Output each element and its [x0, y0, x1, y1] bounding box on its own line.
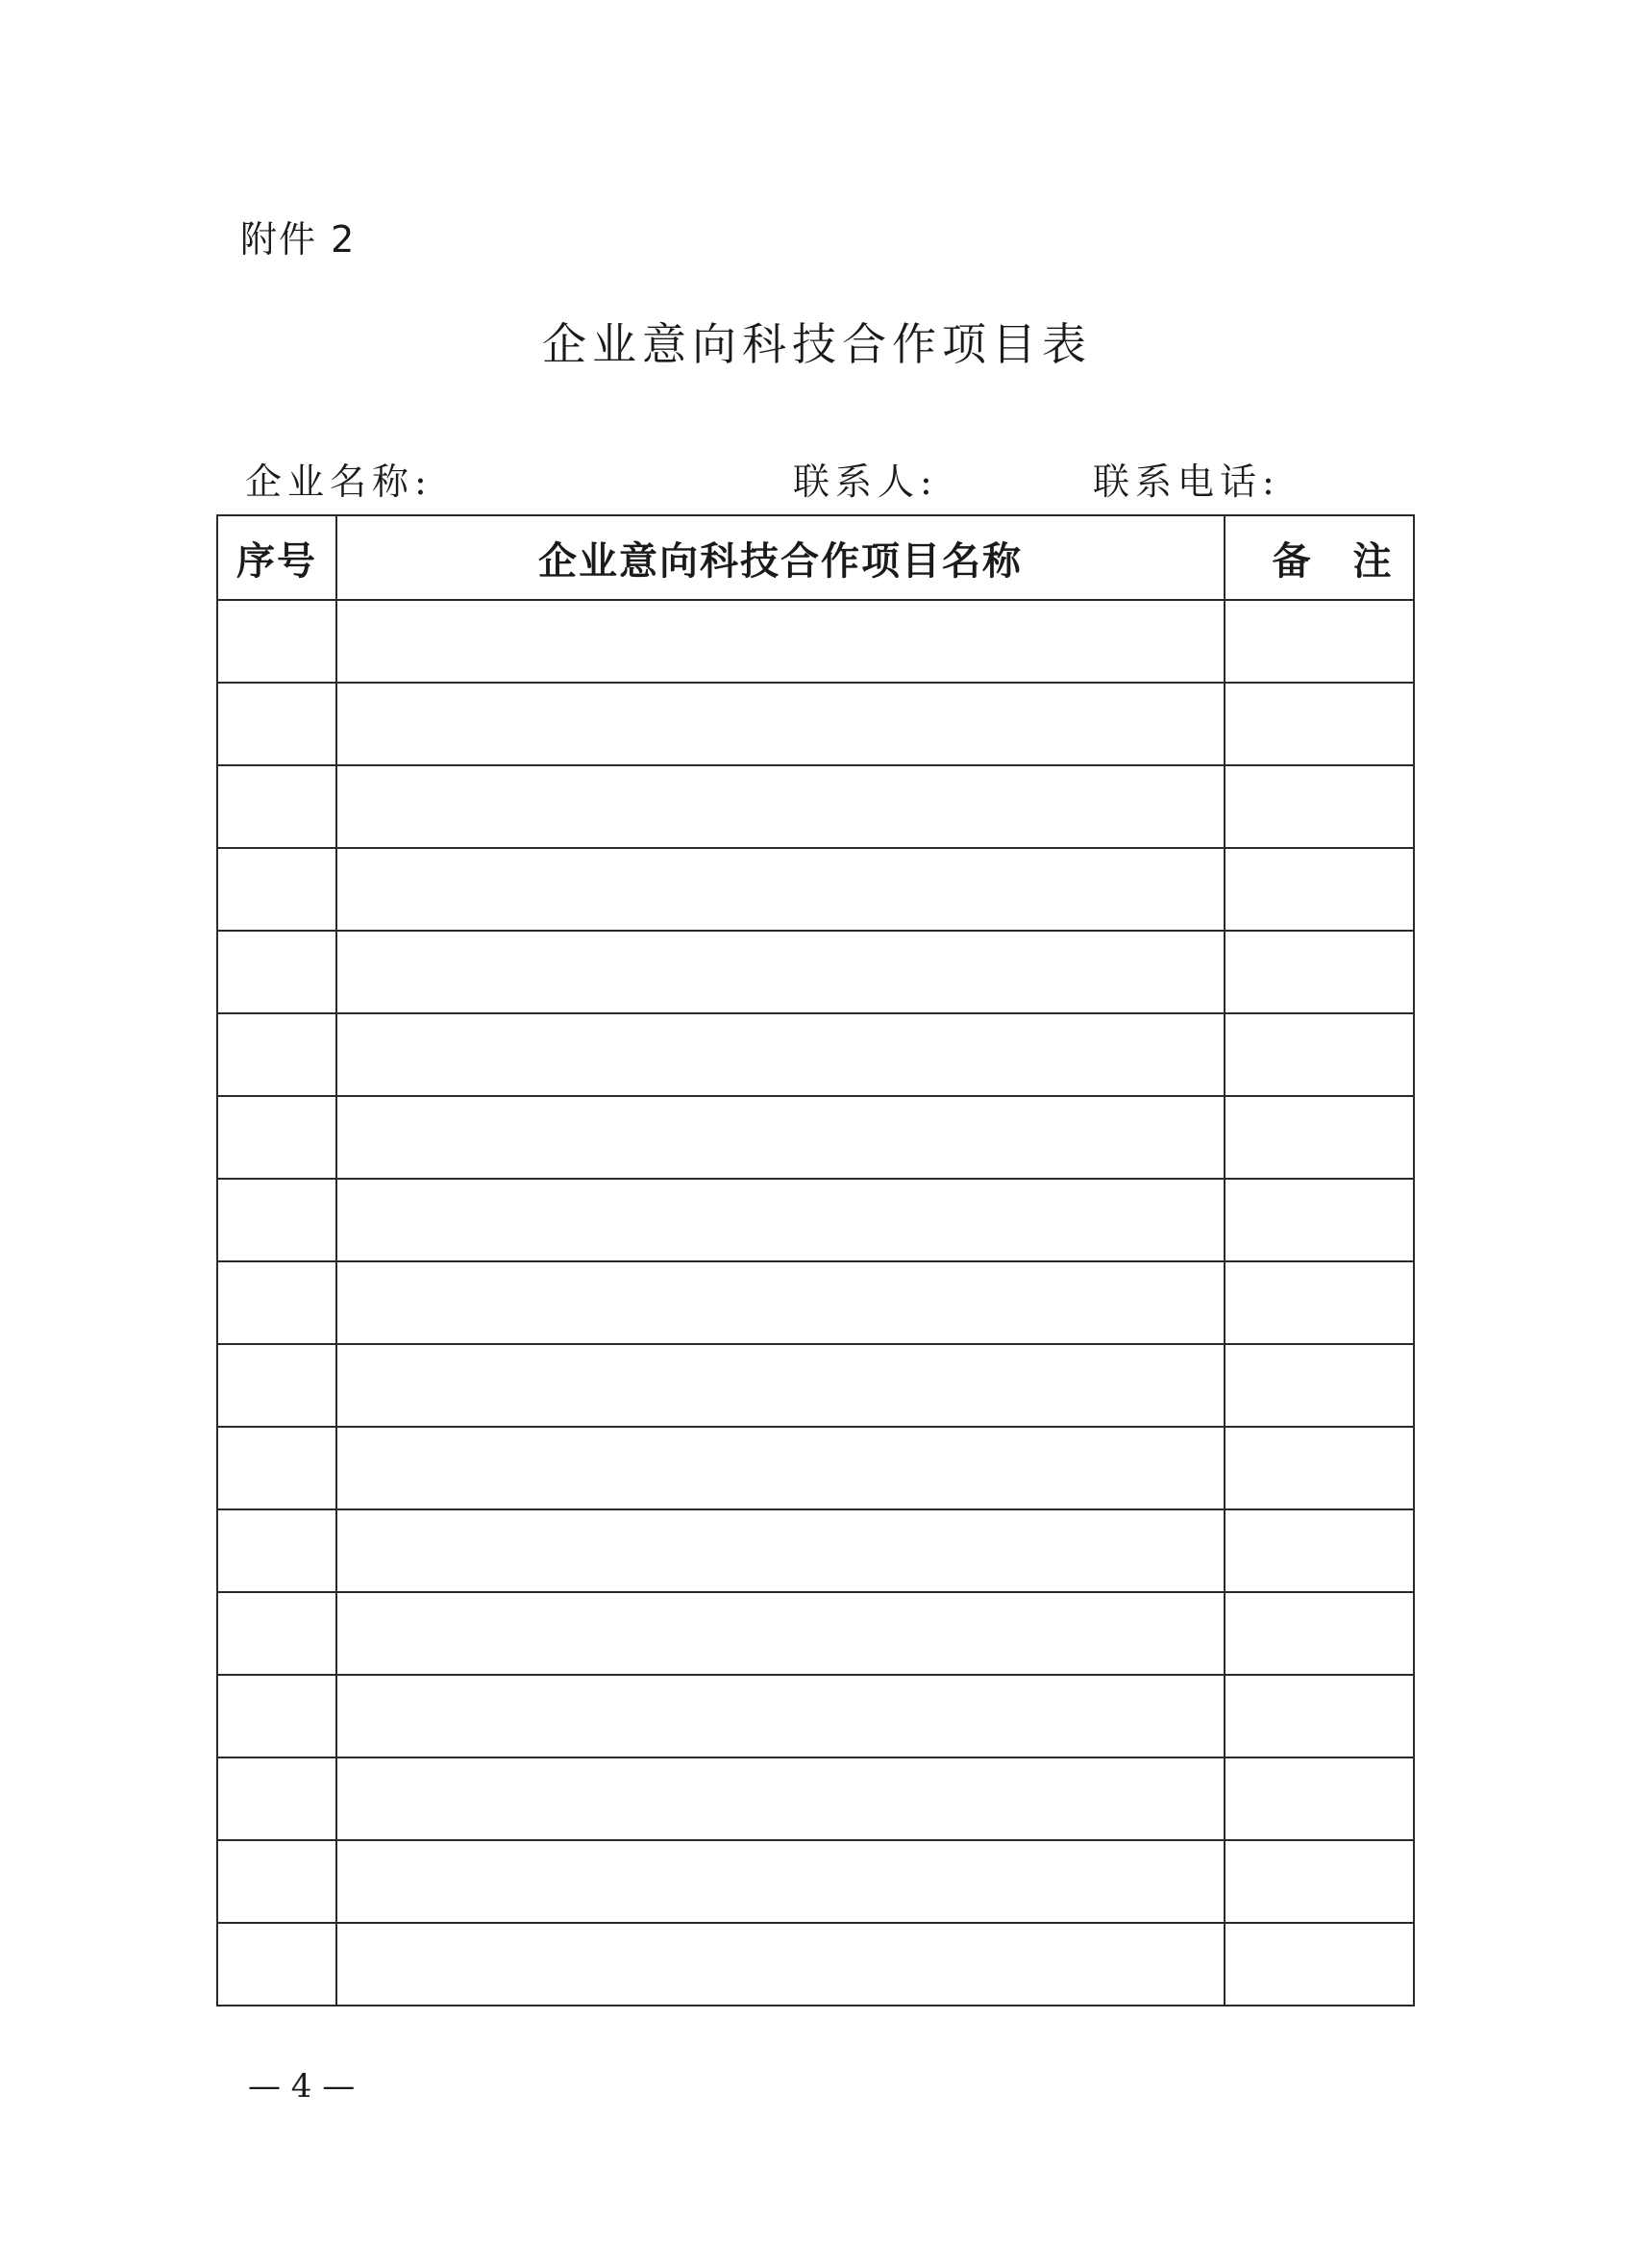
table-row: [217, 1096, 1414, 1179]
cell-seq[interactable]: [217, 1179, 336, 1261]
cell-note[interactable]: [1225, 1675, 1414, 1757]
cell-project-name[interactable]: [336, 1675, 1225, 1757]
table-row: [217, 1344, 1414, 1427]
info-row: [0, 452, 1634, 503]
cell-project-name[interactable]: [336, 1096, 1225, 1179]
cell-seq[interactable]: [217, 1840, 336, 1923]
cell-seq[interactable]: [217, 1261, 336, 1344]
table-row: [217, 1179, 1414, 1261]
table-row: [217, 1923, 1414, 2006]
cell-project-name[interactable]: [336, 1344, 1225, 1427]
cell-note[interactable]: [1225, 600, 1414, 683]
table-row: [217, 931, 1414, 1013]
contact-person-label: 联系人:: [793, 461, 938, 503]
cell-note[interactable]: [1225, 1013, 1414, 1096]
table-row: [217, 600, 1414, 683]
header-project-name: 企业意向科技合作项目名称: [336, 515, 1225, 600]
cell-seq[interactable]: [217, 931, 336, 1013]
cell-note[interactable]: [1225, 1261, 1414, 1344]
cell-seq[interactable]: [217, 1013, 336, 1096]
page-number: — 4 —: [248, 2067, 356, 2106]
company-name-label: 企业名称:: [245, 461, 433, 503]
cell-project-name[interactable]: [336, 1179, 1225, 1261]
cell-note[interactable]: [1225, 1592, 1414, 1675]
table-header-row: [217, 515, 1414, 600]
table-row: [217, 1675, 1414, 1757]
cell-note[interactable]: [1225, 1427, 1414, 1509]
cell-seq[interactable]: [217, 1427, 336, 1509]
cell-seq[interactable]: [217, 1509, 336, 1592]
cell-note[interactable]: [1225, 1923, 1414, 2006]
cell-project-name[interactable]: [336, 683, 1225, 765]
table-body: [217, 600, 1414, 2006]
cell-seq[interactable]: [217, 1344, 336, 1427]
cell-note[interactable]: [1225, 1840, 1414, 1923]
cell-project-name[interactable]: [336, 1757, 1225, 1840]
table-row: [217, 683, 1414, 765]
table-row: [217, 1013, 1414, 1096]
cell-seq[interactable]: [217, 848, 336, 931]
cell-note[interactable]: [1225, 848, 1414, 931]
table-row: [217, 765, 1414, 848]
cell-project-name[interactable]: [336, 1840, 1225, 1923]
cell-project-name[interactable]: [336, 765, 1225, 848]
cell-note[interactable]: [1225, 1096, 1414, 1179]
cell-seq[interactable]: [217, 1096, 336, 1179]
page-title: 企业意向科技合作项目表: [542, 318, 1092, 370]
attachment-label: 附件 2: [240, 218, 357, 261]
table-row: [217, 1592, 1414, 1675]
cell-project-name[interactable]: [336, 600, 1225, 683]
cell-project-name[interactable]: [336, 848, 1225, 931]
header-seq: 序号: [217, 515, 336, 600]
cell-project-name[interactable]: [336, 1509, 1225, 1592]
header-note: 备 注: [1225, 515, 1414, 600]
table-row: [217, 848, 1414, 931]
table-row: [217, 1261, 1414, 1344]
cell-note[interactable]: [1225, 765, 1414, 848]
cell-seq[interactable]: [217, 1757, 336, 1840]
cell-project-name[interactable]: [336, 1261, 1225, 1344]
table-row: [217, 1840, 1414, 1923]
cell-note[interactable]: [1225, 1344, 1414, 1427]
cell-project-name[interactable]: [336, 931, 1225, 1013]
table-row: [217, 1427, 1414, 1509]
project-table: [216, 514, 1415, 2006]
cell-seq[interactable]: [217, 765, 336, 848]
cell-note[interactable]: [1225, 1757, 1414, 1840]
cell-project-name[interactable]: [336, 1923, 1225, 2006]
cell-project-name[interactable]: [336, 1592, 1225, 1675]
cell-seq[interactable]: [217, 683, 336, 765]
table-row: [217, 1757, 1414, 1840]
cell-project-name[interactable]: [336, 1013, 1225, 1096]
cell-note[interactable]: [1225, 1509, 1414, 1592]
contact-phone-label: 联系电话:: [1093, 461, 1280, 503]
cell-project-name[interactable]: [336, 1427, 1225, 1509]
cell-note[interactable]: [1225, 1179, 1414, 1261]
cell-seq[interactable]: [217, 600, 336, 683]
cell-note[interactable]: [1225, 683, 1414, 765]
cell-seq[interactable]: [217, 1675, 336, 1757]
cell-note[interactable]: [1225, 931, 1414, 1013]
table-row: [217, 1509, 1414, 1592]
cell-seq[interactable]: [217, 1923, 336, 2006]
cell-seq[interactable]: [217, 1592, 336, 1675]
